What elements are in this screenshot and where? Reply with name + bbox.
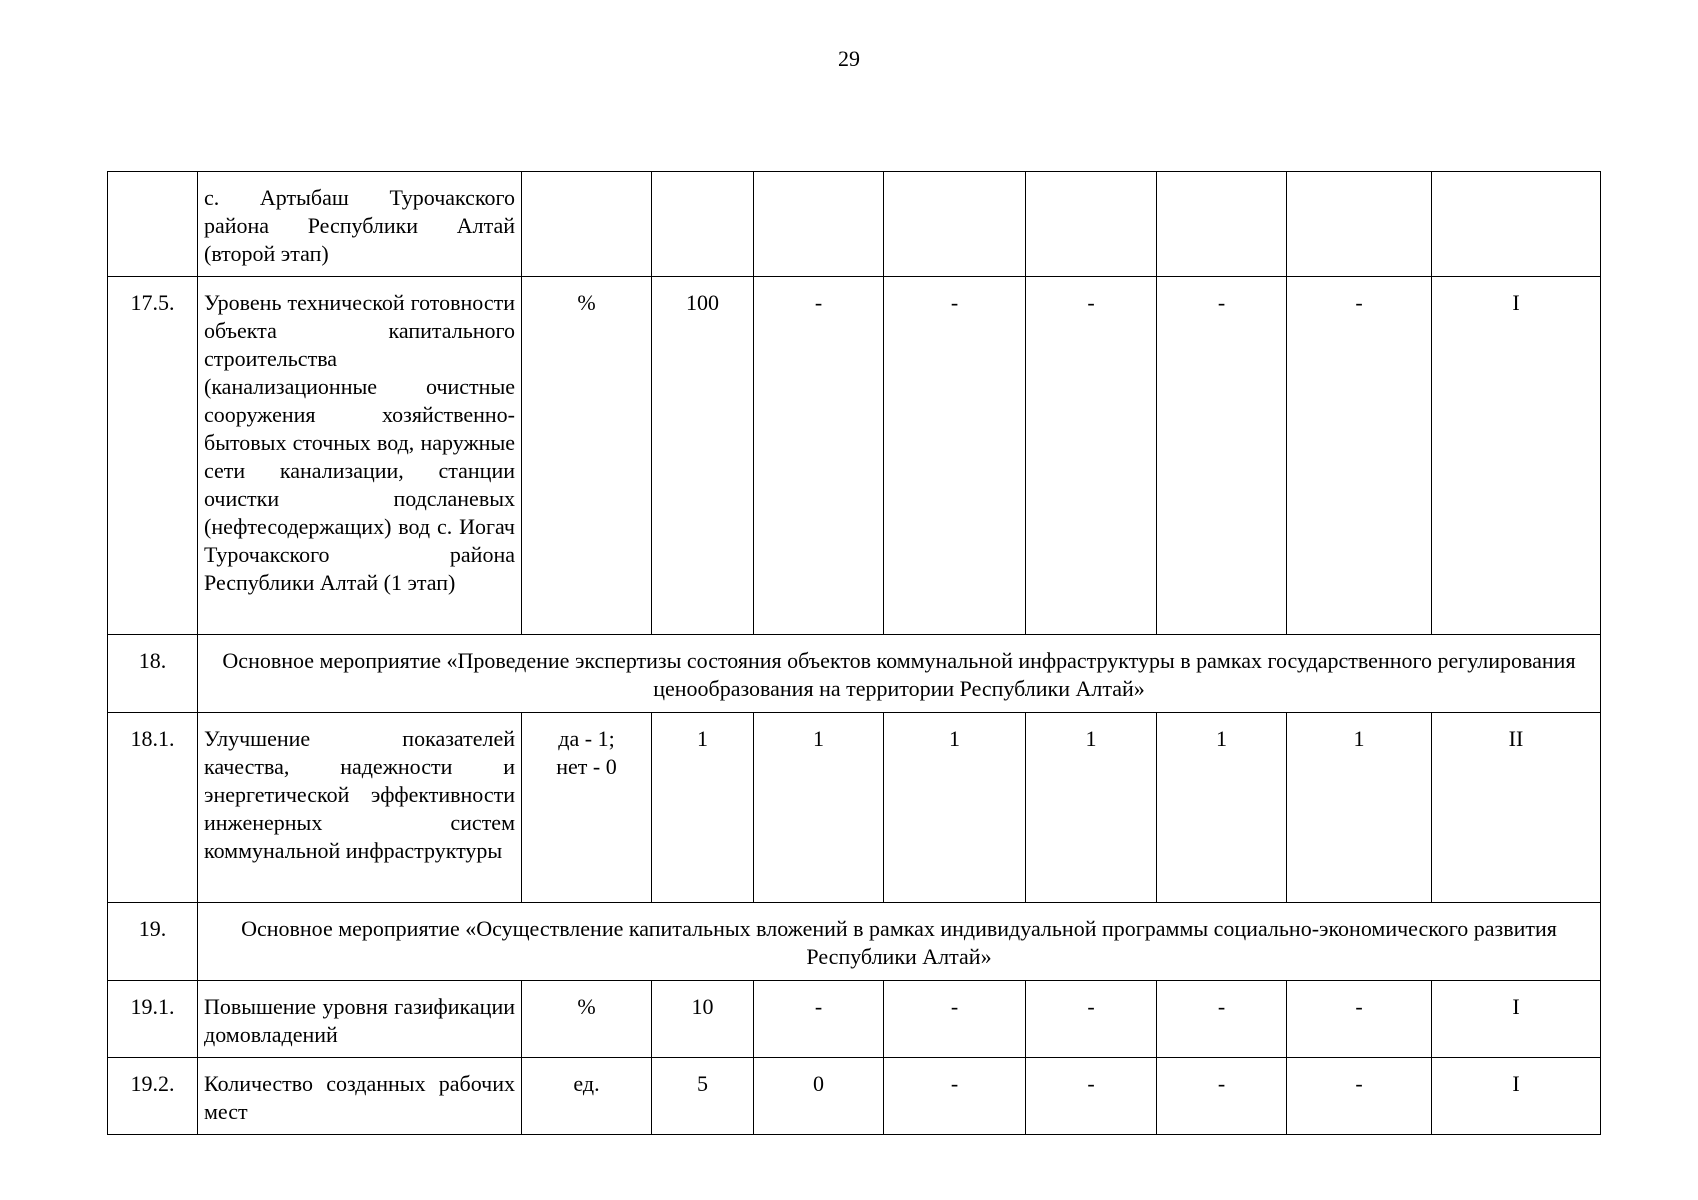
value-cell: - bbox=[1287, 981, 1432, 1058]
value-cell: - bbox=[1026, 1058, 1157, 1135]
value-cell bbox=[754, 172, 884, 277]
unit-cell: ед. bbox=[522, 1058, 652, 1135]
value-cell: - bbox=[1287, 277, 1432, 635]
value-cell: - bbox=[884, 981, 1026, 1058]
value-cell: - bbox=[1026, 277, 1157, 635]
row-number bbox=[108, 172, 198, 277]
value-cell: - bbox=[1157, 277, 1287, 635]
value-cell: - bbox=[884, 1058, 1026, 1135]
unit-cell: % bbox=[522, 981, 652, 1058]
value-cell: - bbox=[1026, 981, 1157, 1058]
value-cell: 1 bbox=[884, 713, 1026, 903]
value-cell: - bbox=[754, 981, 884, 1058]
table-row bbox=[108, 713, 1601, 903]
indicator-name: с. Артыбаш Турочакского района Республики Алтай (второй этап) bbox=[198, 172, 522, 277]
row-number: 19.1. bbox=[108, 981, 198, 1058]
value-cell: 1 bbox=[1026, 713, 1157, 903]
table-row bbox=[108, 277, 1601, 635]
value-cell: 0 bbox=[754, 1058, 884, 1135]
row-number: 18.1. bbox=[108, 713, 198, 903]
category-cell bbox=[1432, 172, 1601, 277]
indicator-name: Уровень технической готовности объекта капитального строительства (канализационные очистные сооружения хозяйственно-бытовых сточных вод, наружные сети канализации, станции очистки подсланевых (нефтесодержащих) вод с. Иогач Турочакского района Республики Алтай (1 этап) bbox=[198, 277, 522, 635]
base-value-cell: 100 bbox=[652, 277, 754, 635]
indicator-name: Повышение уровня газификации домовладений bbox=[198, 981, 522, 1058]
value-cell bbox=[1157, 172, 1287, 277]
indicator-name: Улучшение показателей качества, надежности и энергетической эффективности инженерных систем коммунальной инфраструктуры bbox=[198, 713, 522, 903]
section-row bbox=[108, 903, 1601, 981]
indicator-name: Количество созданных рабочих мест bbox=[198, 1058, 522, 1135]
category-cell: II bbox=[1432, 713, 1601, 903]
row-number: 17.5. bbox=[108, 277, 198, 635]
category-cell: I bbox=[1432, 981, 1601, 1058]
section-title: Основное мероприятие «Проведение экспертизы состояния объектов коммунальной инфраструктуры в рамках государственного регулирования ценообразования на территории Республики Алтай» bbox=[198, 635, 1601, 713]
base-value-cell: 5 bbox=[652, 1058, 754, 1135]
value-cell: - bbox=[1157, 981, 1287, 1058]
section-title: Основное мероприятие «Осуществление капитальных вложений в рамках индивидуальной программы социально-экономического развития Республики Алтай» bbox=[198, 903, 1601, 981]
unit-line: нет - 0 bbox=[556, 754, 617, 779]
section-row bbox=[108, 635, 1601, 713]
value-cell: 1 bbox=[754, 713, 884, 903]
value-cell: 1 bbox=[1287, 713, 1432, 903]
row-number: 19.2. bbox=[108, 1058, 198, 1135]
category-cell: I bbox=[1432, 277, 1601, 635]
unit-cell bbox=[522, 713, 652, 903]
table-row bbox=[108, 981, 1601, 1058]
table-row bbox=[108, 172, 1601, 277]
value-cell: 1 bbox=[1157, 713, 1287, 903]
value-cell bbox=[1026, 172, 1157, 277]
base-value-cell: 10 bbox=[652, 981, 754, 1058]
page-number: 29 bbox=[838, 46, 860, 71]
value-cell: - bbox=[754, 277, 884, 635]
value-cell: - bbox=[1157, 1058, 1287, 1135]
row-number: 19. bbox=[108, 903, 198, 981]
row-number: 18. bbox=[108, 635, 198, 713]
unit-line: да - 1; bbox=[558, 726, 615, 751]
unit-cell: % bbox=[522, 277, 652, 635]
unit-cell bbox=[522, 172, 652, 277]
indicators-table bbox=[107, 171, 1601, 1135]
value-cell: - bbox=[1287, 1058, 1432, 1135]
value-cell bbox=[652, 172, 754, 277]
category-cell: I bbox=[1432, 1058, 1601, 1135]
value-cell bbox=[1287, 172, 1432, 277]
value-cell bbox=[884, 172, 1026, 277]
value-cell: - bbox=[884, 277, 1026, 635]
base-value-cell: 1 bbox=[652, 713, 754, 903]
table-row bbox=[108, 1058, 1601, 1135]
